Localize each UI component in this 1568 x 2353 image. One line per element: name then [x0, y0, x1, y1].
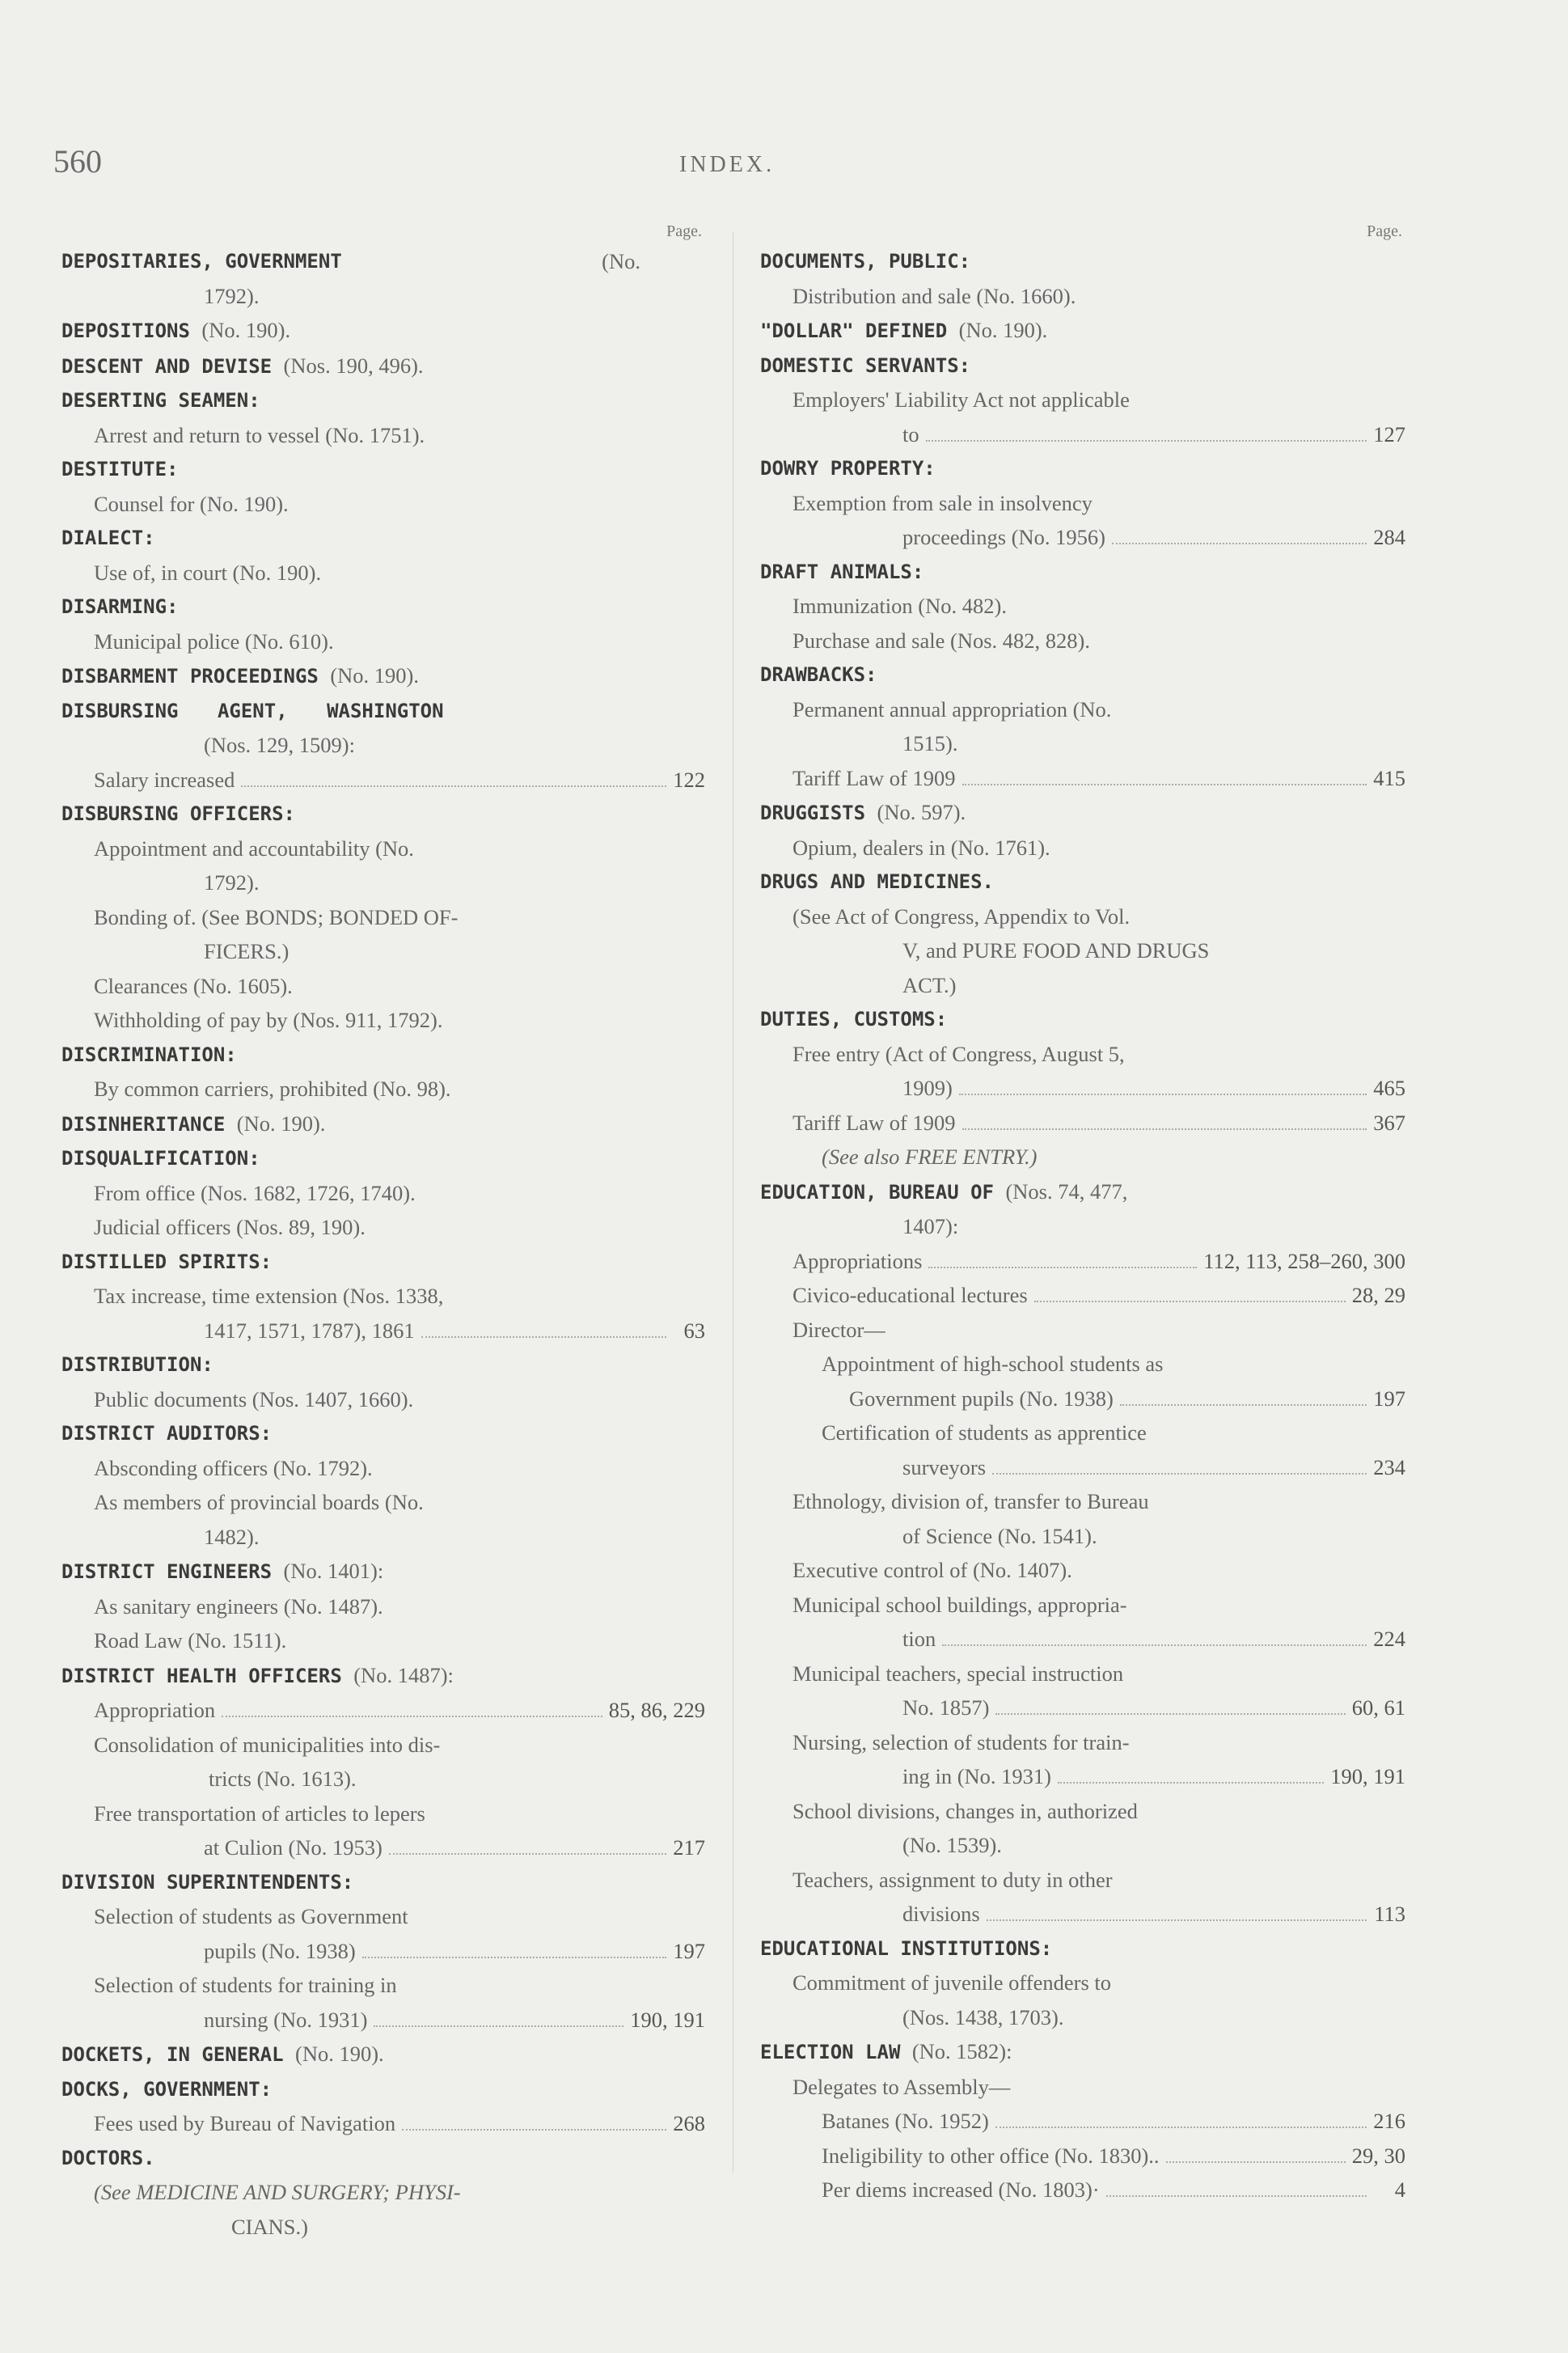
index-subentry: Use of, in court (No. 190). [94, 560, 322, 585]
index-heading: DRUGS AND MEDICINES. [760, 870, 994, 893]
index-subentry-cont: proceedings (No. 1956) 284 [902, 525, 1405, 549]
index-subentry: Bonding of. (See BONDS; BONDED OF- [94, 904, 459, 929]
index-subentry: Arrest and return to vessel (No. 1751). [94, 422, 425, 447]
index-subentry: Free transportation of articles to lepers [94, 1801, 425, 1826]
index-heading: DOWRY PROPERTY: [760, 457, 936, 480]
index-subentry: Tariff Law of 1909 367 [792, 1110, 1405, 1135]
index-heading: DISBARMENT PROCEEDINGS (No. 190). [61, 663, 420, 688]
index-subentry-cont: nursing (No. 1931) 190, 191 [204, 2007, 705, 2032]
index-heading: DEPOSITARIES, GOVERNMENT (No. [61, 249, 640, 273]
index-subentry: Delegates to Assembly— [792, 2074, 1011, 2099]
index-subentry: Appointment of high-school students as [822, 1352, 1164, 1376]
index-heading: DOCUMENTS, PUBLIC: [760, 250, 971, 273]
index-heading: DOMESTIC SERVANTS: [760, 353, 971, 377]
page-title: INDEX. [679, 152, 776, 177]
index-subentry: Salary increased 122 [94, 767, 705, 792]
index-subentry: Commitment of juvenile offenders to [792, 1970, 1111, 1995]
page-number: 560 [53, 143, 102, 180]
index-subentry-cont: of Science (No. 1541). [902, 1523, 1097, 1548]
index-subentry: Distribution and sale (No. 1660). [792, 283, 1076, 308]
index-heading: DOCTORS. [61, 2146, 155, 2169]
index-subentry: Ineligibility to other office (No. 1830).. 29, 30 [822, 2143, 1405, 2168]
index-cross-reference: (See Act of Congress, Appendix to Vol. [792, 904, 1131, 929]
index-subentry-cont: tricts (No. 1613). [209, 1767, 357, 1791]
index-heading: DISQUALIFICATION: [61, 1147, 260, 1170]
index-subentry: Appropriations 112, 113, 258–260, 300 [792, 1248, 1405, 1273]
right-column [760, 223, 1405, 2207]
index-subentry: As sanitary engineers (No. 1487). [94, 1593, 383, 1619]
index-heading: DISTRICT ENGINEERS (No. 1401): [61, 1559, 384, 1583]
index-subentry: Public documents (Nos. 1407, 1660). [94, 1386, 414, 1411]
index-cross-reference-cont: V, and PURE FOOD AND DRUGS [902, 938, 1210, 963]
index-subentry: Certification of students as apprentice [822, 1420, 1147, 1445]
index-subentry: Withholding of pay by (Nos. 911, 1792). [94, 1008, 443, 1032]
index-subentry: Municipal teachers, special instruction [792, 1661, 1124, 1686]
left-column [61, 223, 705, 2244]
index-heading: DISARMING: [61, 595, 179, 618]
index-subentry-cont: (No. 1539). [902, 1833, 1002, 1857]
index-subentry: Tariff Law of 1909 415 [792, 765, 1405, 790]
index-subentry-cont: 1909) 465 [902, 1076, 1405, 1100]
page-column-label: Page. [666, 222, 702, 240]
index-heading: DIVISION SUPERINTENDENTS: [61, 1870, 354, 1894]
index-subentry: From office (Nos. 1682, 1726, 1740). [94, 1180, 416, 1205]
index-heading: DISTILLED SPIRITS: [61, 1250, 273, 1273]
index-subentry: Employers' Liability Act not applicable [792, 387, 1130, 412]
index-cross-reference-cont: CIANS.) [231, 2214, 308, 2239]
index-subentry: Tax increase, time extension (Nos. 1338, [94, 1284, 444, 1308]
index-subentry: Appropriation 85, 86, 229 [94, 1698, 705, 1722]
index-heading: EDUCATIONAL INSTITUTIONS: [760, 1936, 1053, 1960]
index-subentry-cont: 1482). [204, 1524, 260, 1549]
index-subentry: Batanes (No. 1952) 216 [822, 2109, 1405, 2133]
index-subentry: Teachers, assignment to duty in other [792, 1867, 1113, 1892]
index-heading: DEPOSITIONS (No. 190). [61, 318, 291, 342]
index-subentry-cont: FICERS.) [204, 939, 290, 963]
index-subentry: Opium, dealers in (No. 1761). [792, 835, 1050, 860]
index-subentry: Municipal police (No. 610). [94, 628, 334, 654]
index-heading: DOCKETS, IN GENERAL (No. 190). [61, 2042, 384, 2066]
index-subentry: Purchase and sale (Nos. 482, 828). [792, 628, 1090, 653]
index-heading: DIALECT: [61, 527, 155, 549]
index-subentry-cont: surveyors 234 [902, 1454, 1405, 1479]
index-heading: DESCENT AND DEVISE (Nos. 190, 496). [61, 353, 424, 378]
index-subentry: Ethnology, division of, transfer to Bureau [792, 1489, 1149, 1513]
index-heading: DESERTING SEAMEN: [61, 389, 260, 412]
index-subentry-cont: 1417, 1571, 1787), 1861 63 [204, 1318, 705, 1343]
index-heading: DISBURSING OFFICERS: [61, 802, 295, 825]
index-subentry: Consolidation of municipalities into dis- [94, 1732, 441, 1757]
index-heading: DRAFT ANIMALS: [760, 560, 924, 583]
index-subentry-cont: at Culion (No. 1953) 217 [204, 1835, 705, 1860]
index-subentry: School divisions, changes in, authorized [792, 1798, 1138, 1823]
index-subentry: Civico-educational lectures 28, 29 [792, 1283, 1405, 1307]
index-cross-reference: (See MEDICINE AND SURGERY; PHYSI- [94, 2180, 461, 2204]
index-subentry-cont: divisions 113 [902, 1902, 1405, 1926]
page-column-label: Page. [1367, 222, 1402, 240]
index-cross-reference: (See also FREE ENTRY.) [822, 1145, 1038, 1169]
index-heading-cont: 1792). [204, 283, 260, 308]
index-subentry: Selection of students as Government [94, 1904, 408, 1928]
index-heading: DISTRICT AUDITORS: [61, 1422, 273, 1445]
index-subentry-cont: Government pupils (No. 1938) 197 [849, 1386, 1405, 1411]
index-cross-reference-cont: ACT.) [902, 972, 957, 997]
index-subentry: Selection of students for training in [94, 1973, 397, 1997]
index-subentry-cont: pupils (No. 1938) 197 [204, 1938, 705, 1963]
index-subentry: Clearances (No. 1605). [94, 973, 293, 998]
index-heading: DUTIES, CUSTOMS: [760, 1008, 948, 1030]
index-heading: DOCKS, GOVERNMENT: [61, 2077, 273, 2101]
index-subentry-cont: 1792). [204, 870, 260, 895]
index-subentry: Nursing, selection of students for train- [792, 1729, 1130, 1754]
index-heading: DISCRIMINATION: [61, 1043, 237, 1066]
index-heading-cont: (Nos. 129, 1509): [204, 733, 355, 757]
index-subentry: Road Law (No. 1511). [94, 1628, 287, 1653]
index-subentry: Director— [792, 1317, 885, 1342]
index-subentry: Judicial officers (Nos. 89, 190). [94, 1215, 366, 1239]
index-heading: DRAWBACKS: [760, 663, 877, 686]
index-subentry: By common carriers, prohibited (No. 98). [94, 1077, 451, 1101]
index-subentry: Permanent annual appropriation (No. [792, 696, 1112, 722]
index-heading: DISTRIBUTION: [61, 1353, 213, 1376]
index-heading-cont: 1407): [902, 1214, 959, 1238]
index-heading: DISBURSING AGENT, WASHINGTON [61, 699, 444, 722]
index-subentry-cont: tion 224 [902, 1627, 1405, 1651]
index-subentry: Executive control of (No. 1407). [792, 1558, 1072, 1582]
index-subentry-cont: 1515). [902, 731, 958, 755]
index-subentry: Absconding officers (No. 1792). [94, 1455, 373, 1480]
index-subentry: Municipal school buildings, appropria- [792, 1592, 1127, 1617]
index-heading: DRUGGISTS (No. 597). [760, 800, 966, 824]
index-subentry: Exemption from sale in insolvency [792, 490, 1093, 515]
index-subentry: Appointment and accountability (No. [94, 836, 414, 861]
index-subentry: Immunization (No. 482). [792, 594, 1007, 618]
index-heading: EDUCATION, BUREAU OF (Nos. 74, 477, [760, 1179, 1128, 1204]
index-heading: DESTITUTE: [61, 458, 179, 480]
index-subentry-cont: to 127 [902, 421, 1405, 446]
index-heading: DISTRICT HEALTH OFFICERS (No. 1487): [61, 1662, 454, 1687]
index-subentry-cont: No. 1857) 60, 61 [902, 1695, 1405, 1720]
index-heading: DISINHERITANCE (No. 190). [61, 1111, 326, 1136]
index-subentry-cont: ing in (No. 1931) 190, 191 [902, 1764, 1405, 1788]
index-heading: ELECTION LAW (No. 1582): [760, 2039, 1012, 2063]
index-subentry: Per diems increased (No. 1803)· 4 [822, 2177, 1405, 2202]
index-subentry: As members of provincial boards (No. [94, 1490, 424, 1514]
index-subentry-cont: (Nos. 1438, 1703). [902, 2004, 1064, 2029]
index-heading: "DOLLAR" DEFINED (No. 190). [760, 318, 1048, 342]
index-subentry: Free entry (Act of Congress, August 5, [792, 1041, 1125, 1066]
index-subentry: Fees used by Bureau of Navigation 268 [94, 2111, 705, 2135]
index-subentry: Counsel for (No. 190). [94, 491, 289, 516]
